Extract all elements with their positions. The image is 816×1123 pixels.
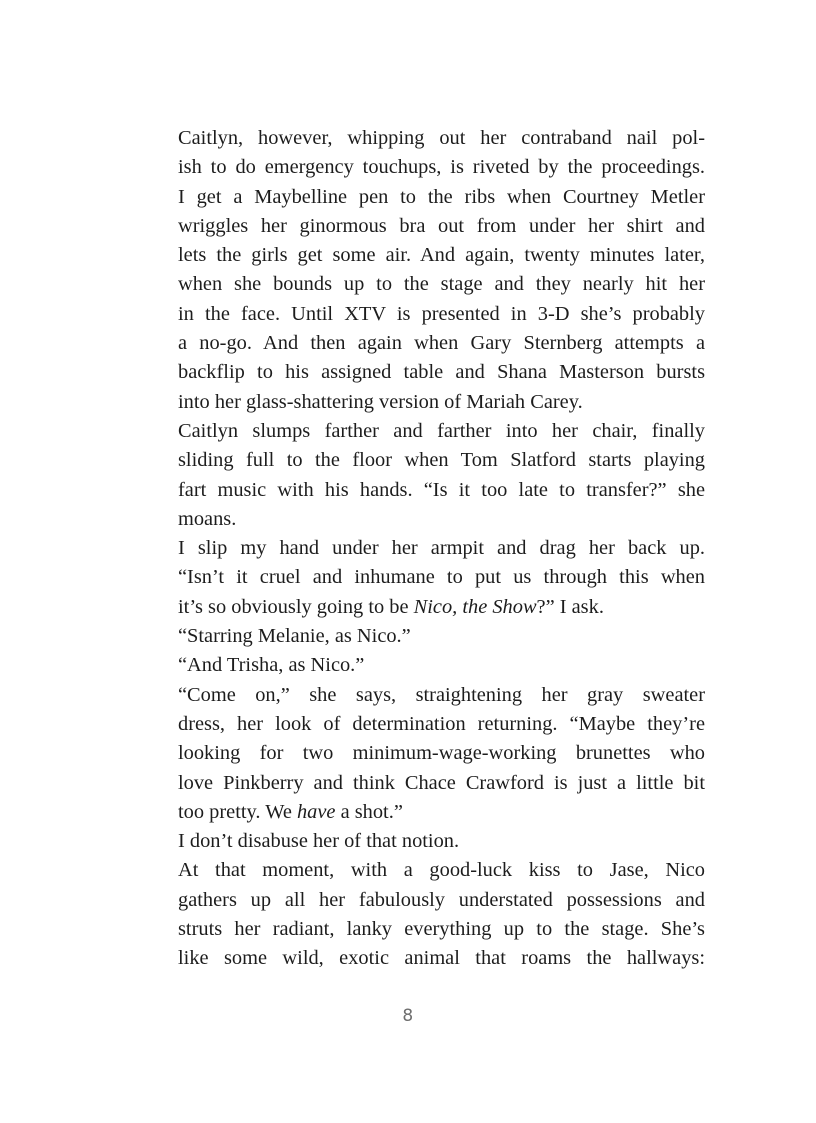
show-title: Nico, the Show	[413, 595, 537, 618]
text-run: ?” I ask.	[536, 595, 604, 618]
body-text	[149, 124, 705, 974]
paragraph	[149, 827, 705, 856]
text-line: in the face. Until XTV is presented in 3-D she’s probably	[178, 302, 705, 325]
paragraph	[149, 651, 705, 680]
paragraph	[149, 534, 705, 622]
text-line: when she bounds up to the stage and they nearly hit her	[178, 273, 705, 296]
text-run: too pretty. We	[178, 800, 297, 823]
text-line: looking for two minimum-wage-working brunettes who	[178, 742, 705, 765]
text-line	[149, 798, 705, 827]
text-run: a shot.”	[335, 800, 403, 823]
text-line	[149, 593, 705, 622]
text-line: love Pinkberry and think Chace Crawford is just a little bit	[178, 771, 705, 794]
text-line: backflip to his assigned table and Shana Masterson bursts	[178, 361, 705, 384]
text-run: it’s so obviously going to be	[178, 595, 414, 618]
text-line: into her glass-shattering version of Mariah Carey.	[178, 390, 583, 413]
text-line: I slip my hand under her armpit and drag her back up.	[178, 537, 705, 560]
paragraph	[149, 681, 705, 827]
paragraph	[149, 417, 705, 534]
text-line: ish to do emergency touchups, is riveted by the proceedings.	[178, 156, 705, 179]
page-number: 8	[402, 1006, 414, 1026]
text-line: Caitlyn, however, whipping out her contraband nail pol-	[178, 127, 705, 149]
text-line: Caitlyn slumps farther and farther into her chair, finally	[178, 419, 705, 442]
text-line: “And Trisha, as Nico.”	[178, 654, 365, 677]
paragraph	[149, 124, 705, 417]
text-line: lets the girls get some air. And again, twenty minutes later,	[178, 244, 705, 267]
text-line: At that moment, with a good-luck kiss to Jase, Nico	[178, 859, 705, 882]
text-line: gathers up all her fabulously understated possessions and	[178, 888, 705, 911]
paragraph	[149, 622, 705, 651]
text-line: “Isn’t it cruel and inhumane to put us through this when	[178, 566, 705, 589]
text-line: “Starring Melanie, as Nico.”	[178, 625, 411, 648]
text-line: a no-go. And then again when Gary Sternberg attempts a	[178, 332, 705, 355]
text-line: I get a Maybelline pen to the ribs when Courtney Metler	[178, 185, 705, 208]
text-line: like some wild, exotic animal that roams the hallways:	[178, 947, 705, 970]
text-line: dress, her look of determination returning. “Maybe they’re	[178, 712, 705, 735]
text-line: I don’t disabuse her of that notion.	[178, 830, 460, 853]
paragraph	[149, 856, 705, 973]
text-line: moans.	[178, 507, 237, 530]
text-line: wriggles her ginormous bra out from under her shirt and	[178, 214, 705, 237]
text-line: sliding full to the floor when Tom Slatford starts playing	[178, 449, 705, 472]
text-line: fart music with his hands. “Is it too late to transfer?” she	[178, 478, 705, 501]
emphasis-word: have	[296, 800, 336, 823]
text-line: struts her radiant, lanky everything up to the stage. She’s	[178, 918, 705, 941]
text-line: “Come on,” she says, straightening her gray sweater	[178, 683, 705, 706]
